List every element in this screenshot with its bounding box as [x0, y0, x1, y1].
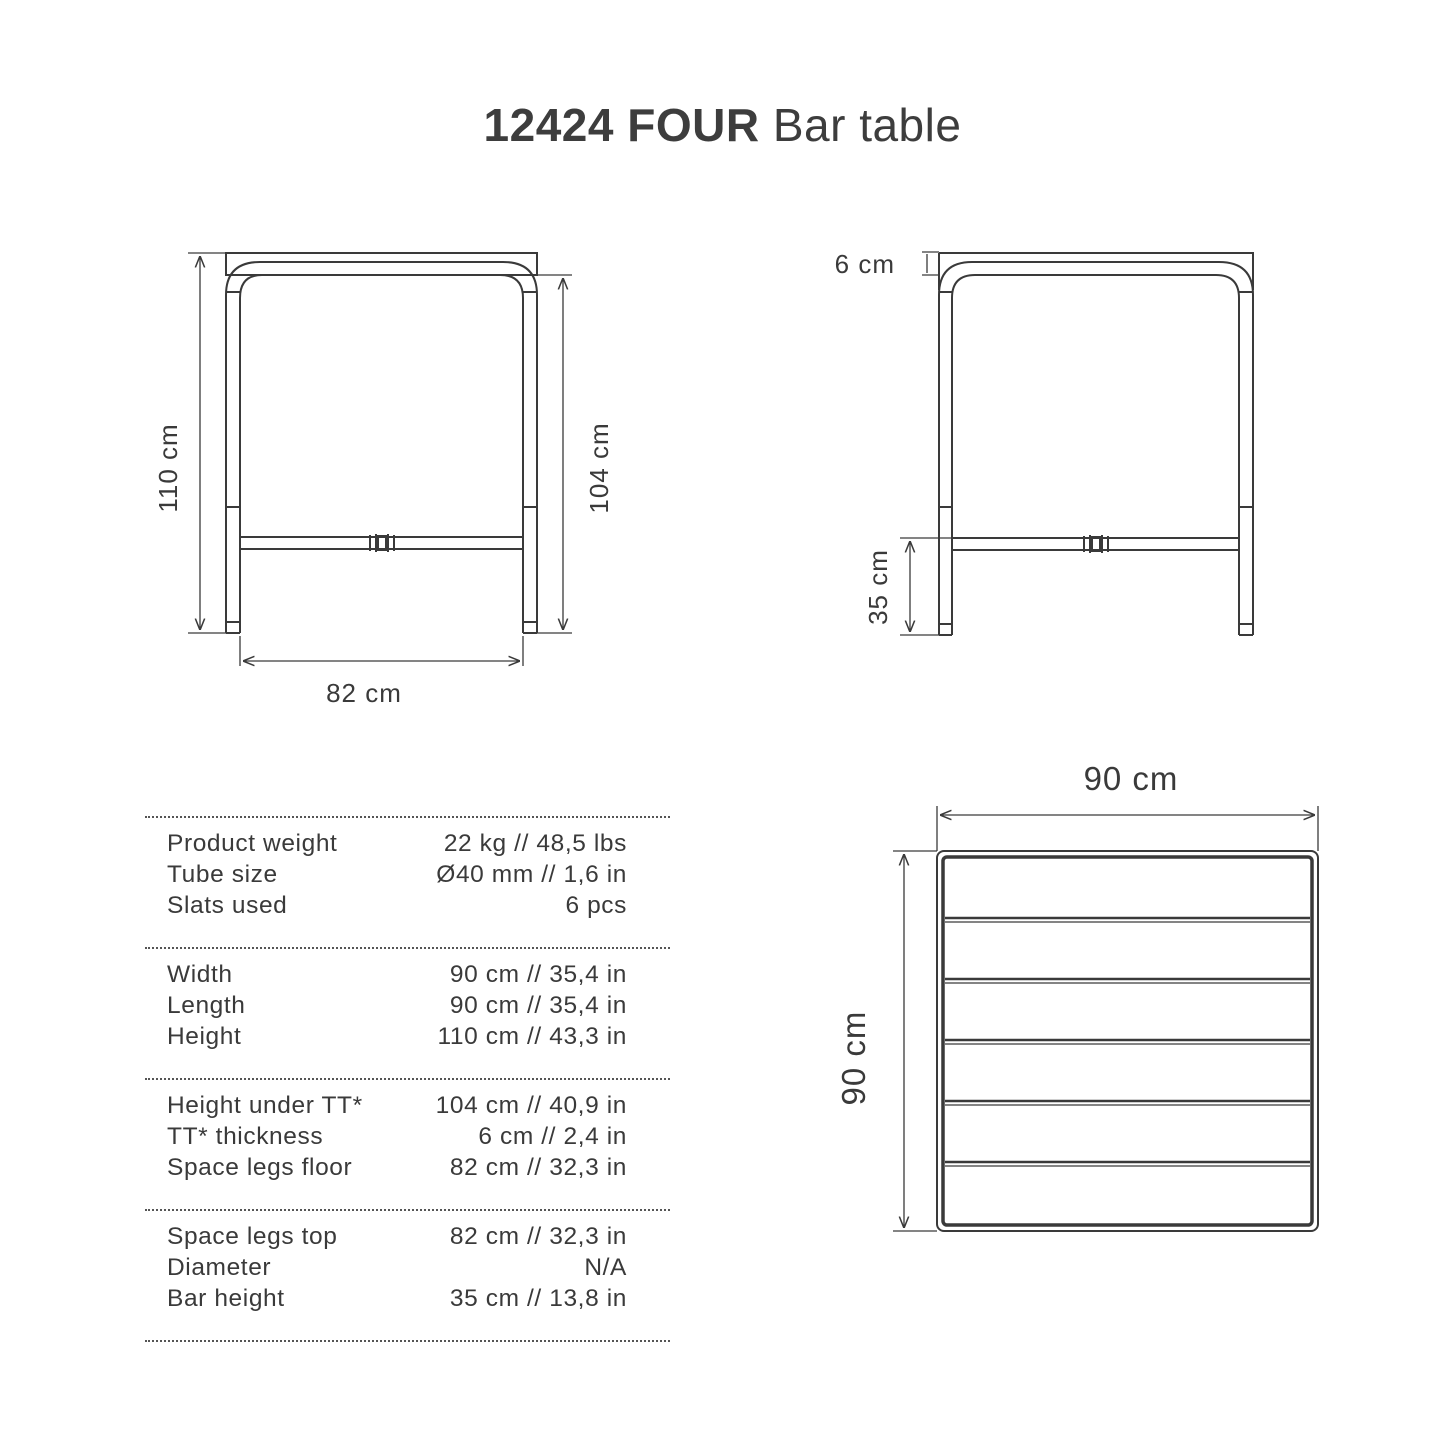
side-tabletop — [939, 253, 1253, 290]
front-dimensions — [188, 253, 572, 666]
spec-label: Space legs top — [167, 1223, 338, 1250]
side-dimensions — [900, 252, 952, 635]
spec-value: 6 cm // 2,4 in — [478, 1123, 627, 1150]
spec-value: 82 cm // 32,3 in — [449, 1223, 627, 1250]
spec-label: Slats used — [167, 892, 288, 919]
side-frame-inner — [952, 275, 1239, 635]
spec-value: 104 cm // 40,9 in — [435, 1092, 627, 1119]
spec-value: Ø40 mm // 1,6 in — [436, 861, 627, 888]
spec-row — [167, 890, 670, 921]
dim-label-bar-height: 35 cm — [863, 549, 893, 625]
spec-label: Height — [167, 1023, 242, 1050]
spec-value: 90 cm // 35,4 in — [449, 961, 627, 988]
dim-label-top-length: 90 cm — [835, 1010, 872, 1106]
front-frame-outer — [226, 262, 537, 633]
spec-row — [167, 1121, 670, 1152]
spec-label: Product weight — [167, 830, 338, 857]
spec-label: Length — [167, 992, 246, 1019]
spec-row — [167, 990, 670, 1021]
spec-value: N/A — [584, 1254, 627, 1281]
spec-label: Bar height — [167, 1285, 285, 1312]
spec-group-legs — [145, 1209, 670, 1342]
top-view — [937, 851, 1318, 1231]
spec-row — [167, 1283, 670, 1314]
side-view — [939, 253, 1253, 635]
spec-row — [167, 828, 670, 859]
dim-label-front-width: 82 cm — [326, 678, 402, 708]
spec-group-size — [145, 947, 670, 1078]
front-foot-bar — [240, 537, 523, 549]
front-view — [226, 253, 537, 633]
spec-value: 90 cm // 35,4 in — [449, 992, 627, 1019]
dim-label-top-thickness: 6 cm — [834, 249, 895, 279]
dim-label-front-height: 110 cm — [153, 423, 183, 513]
spec-label: Diameter — [167, 1254, 272, 1281]
title-model: 12424 FOUR — [483, 99, 760, 151]
spec-value: 35 cm // 13,8 in — [449, 1285, 627, 1312]
spec-value: 6 pcs — [565, 892, 627, 919]
front-frame-inner — [240, 275, 523, 633]
spec-group-general — [145, 816, 670, 947]
spec-row — [167, 1221, 670, 1252]
spec-row — [167, 1090, 670, 1121]
dim-label-top-width: 90 cm — [1083, 760, 1179, 797]
spec-label: Width — [167, 961, 233, 988]
spec-label: Space legs floor — [167, 1154, 353, 1181]
spec-value: 110 cm // 43,3 in — [437, 1023, 627, 1050]
spec-label: Tube size — [167, 861, 278, 888]
spec-row — [167, 859, 670, 890]
side-frame-outer — [939, 262, 1253, 635]
spec-value: 22 kg // 48,5 lbs — [443, 830, 627, 857]
spec-row — [167, 959, 670, 990]
spec-group-top — [145, 1078, 670, 1209]
dim-label-front-height-under-top: 104 cm — [584, 422, 614, 514]
spec-label: Height under TT* — [167, 1092, 363, 1119]
spec-table — [145, 816, 670, 1342]
top-slats — [945, 918, 1310, 1166]
spec-value: 82 cm // 32,3 in — [449, 1154, 627, 1181]
title-product-name: Bar table — [772, 99, 962, 151]
spec-label: TT* thickness — [167, 1123, 324, 1150]
spec-row — [167, 1021, 670, 1052]
spec-row — [167, 1152, 670, 1183]
top-dimensions — [893, 806, 1318, 1231]
front-tabletop — [226, 253, 537, 275]
side-foot-bar — [952, 538, 1239, 550]
spec-row — [167, 1252, 670, 1283]
